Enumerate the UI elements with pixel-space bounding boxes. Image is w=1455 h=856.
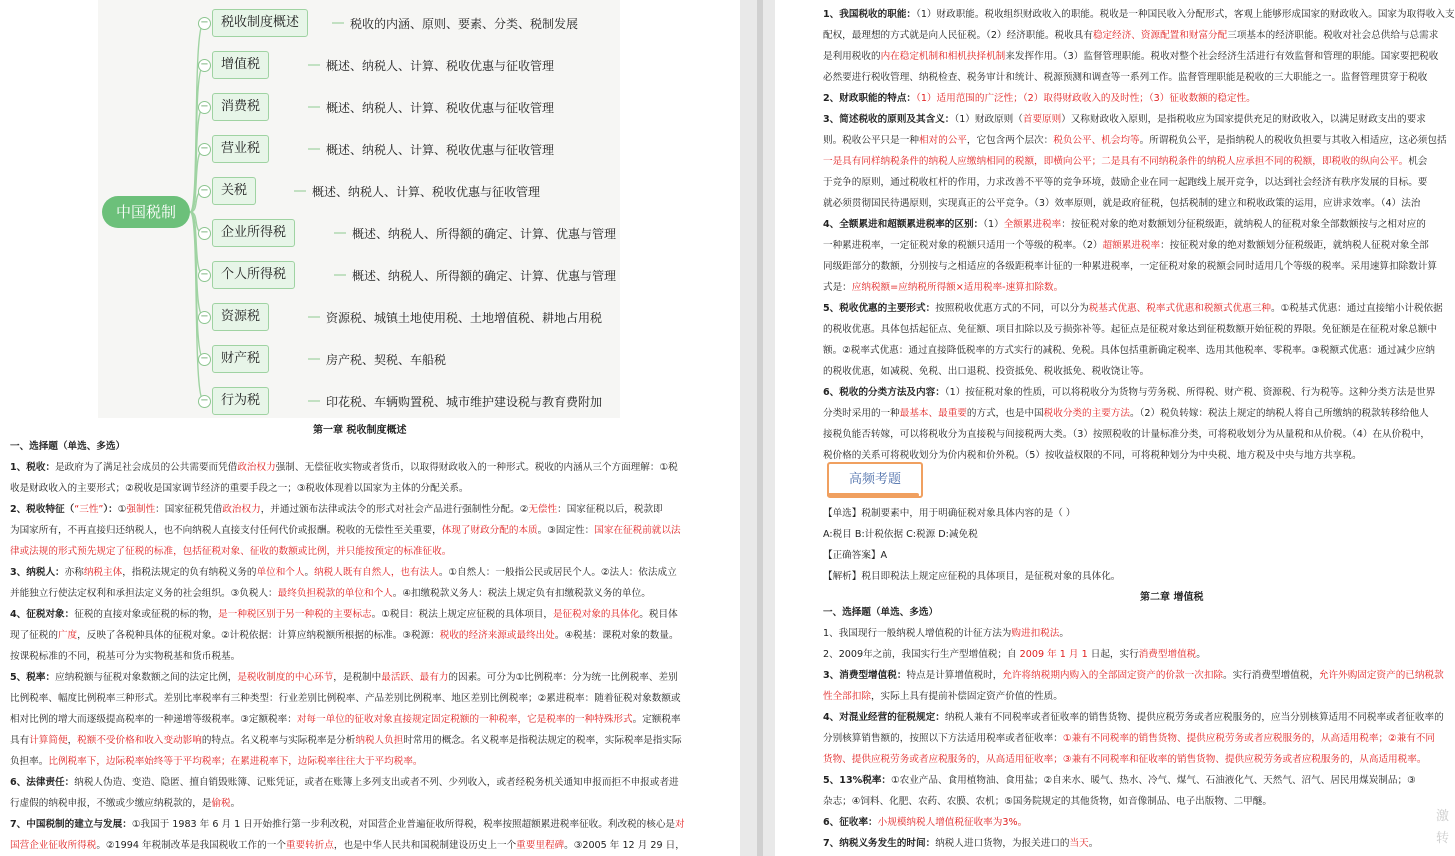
text-line (823, 686, 1455, 707)
mind-map-leaf: 概述、纳税人、计算、税收优惠与征收管理 (326, 143, 555, 157)
body-text: 的因素。可分为①比例税率：分为统一比例税率、差别 (448, 672, 678, 683)
body-text: 6、征收率： (823, 817, 878, 828)
mind-map-leaf: 概述、纳税人、计算、税收优惠与征收管理 (326, 59, 555, 73)
body-text: （1）财政职能。税收组织财政收入的职能。税收是一种国民收入分配形式，客观上能够形成国家的财政收入。国家为取得收入支 (916, 9, 1455, 20)
body-text: ，是税制中 (333, 672, 382, 683)
highlight-text: 允许外购固定资产的已纳税款 (1318, 670, 1444, 681)
text-line (823, 403, 1455, 424)
highlight-text: 稳定经济、资源配置和财富分配 (1092, 30, 1228, 41)
body-text: 2、财政职能的特点： (823, 93, 917, 104)
body-text: 则。税收公平只是一种 (823, 135, 919, 146)
mind-map-leaf: 税收的内涵、原则、要素、分类、税制发展 (350, 17, 579, 31)
body-text: ：按征税对象的绝对数额划分征税级距，就纳税人的征税对象全部数额按与之相对应的 (1061, 219, 1426, 230)
body-text: 一、选择题（单选、多选） (823, 607, 939, 618)
body-text: 3、纳税人： (10, 567, 65, 578)
body-text: 杂志；④饲料、化肥、农药、农膜、农机；⑤国务院规定的其他货物，如音像制品、电子出版物、二甲醚。 (823, 796, 1272, 807)
text-line (823, 644, 1455, 665)
text-line (823, 277, 1455, 298)
text-line (823, 770, 1455, 791)
mind-map-node[interactable]: 财产税 (212, 345, 269, 373)
body-text: 。税目体 (639, 609, 678, 620)
mind-map-node[interactable]: 营业税 (212, 135, 269, 163)
text-line (10, 835, 730, 856)
mind-map-node[interactable]: 增值税 (212, 51, 269, 79)
body-text: ：国家征税以后，税款即 (557, 504, 663, 515)
body-text: 纳税人伪造、变造、隐匿、擅自销毁账簿、记账凭证，或者在账簿上多列支出或者不列、少列收入，或者经税务机关通知申报而拒不申报或者进 (74, 777, 679, 788)
text-line (10, 457, 730, 478)
body-text: 相对比例的增大而逐级提高税率的一种递增等级税率。③定额税率： (10, 714, 297, 725)
text-line (10, 709, 730, 730)
body-text: 具有 (10, 735, 30, 746)
body-text: 1、我国税收的职能： (823, 9, 917, 20)
body-text: 分别核算销售额的，按照以下方法适用税率或者征收率： (823, 733, 1063, 744)
body-text: 收是财政收入的主要形式；②税收是国家调节经济的重要手段之一；③税收体现着以国家为主体的分配关系。 (10, 483, 469, 494)
body-text: 行虚假的纳税申报，不缴或少缴应纳税款的，是 (10, 798, 212, 809)
highlight-text: 允许将纳税期内购入的全部固定资产的价款一次扣除 (1002, 670, 1224, 681)
highlight-text: 政治权力 (237, 462, 276, 473)
text-line (10, 520, 730, 541)
body-text: 。 (304, 567, 315, 578)
body-text: 纳税人兼有不同税率或者征收率的销售货物、提供应税劳务或者应税服务的，应当分别核算适用不同税率或者征收率的 (944, 712, 1444, 723)
collapse-toggle-icon[interactable]: − (198, 311, 211, 324)
highlight-text: 是征税对象的具体化 (552, 609, 640, 620)
body-text: 应纳税额与征税对象数额之间的法定比例， (55, 672, 238, 683)
body-text: 为国家所有，不再直接归还纳税人，也不向纳税人直接支付任何代价或报酬。税收的无偿性至关重要， (10, 525, 442, 536)
body-text: 负担率。 (10, 756, 49, 767)
highlight-text: 国营企业征收所得税 (10, 840, 97, 851)
body-text: 【解析】税目即税法上规定应征税的具体项目，是征税对象的具体化。 (823, 571, 1121, 582)
text-line (10, 604, 730, 625)
body-text: 额。②税率式优惠：通过直接降低税率的方式实行的减税、免税。具体包括重新确定税率、选用其他税率、零税率。③税额式优惠：通过减少应纳 (823, 345, 1436, 356)
body-text: ， (67, 735, 78, 746)
body-text: 2、税收特征（ (10, 504, 75, 515)
highlight-text: 首要原则 (1022, 114, 1062, 125)
highlight-text: 2009 年 1 月 1 (1019, 649, 1088, 660)
text-line (10, 793, 730, 814)
highlight-text: 应纳税额=应纳税所得额×适用税率-速算扣除数。 (851, 282, 1064, 293)
text-line (10, 625, 730, 646)
body-text: 1、税收： (10, 462, 56, 473)
body-text: 分类时采用的一种 (823, 408, 900, 419)
body-text: 机会 (1408, 156, 1428, 167)
body-text: （1） (983, 219, 1004, 230)
body-text: （1）按征税对象的性质，可以将税收分为货物与劳务税、所得税、财产税、资源税、行为税等。这种分类方法是世界 (944, 387, 1436, 398)
body-text: 【单选】税制要素中，用于明确征税对象具体内容的是（ ） (823, 508, 1076, 519)
mind-map-node[interactable]: 行为税 (212, 387, 269, 415)
highlight-text: 内在稳定机制和相机抉择机制 (880, 51, 1006, 62)
highlight-text: 纳税人负担 (355, 735, 404, 746)
body-text: 1、我国现行一般纳税人增值税的计征方法为 (823, 628, 1012, 639)
highlight-text: 是税收制度的中心环节 (237, 672, 334, 683)
highlight-text: 税收分类的主要方法 (1043, 408, 1130, 419)
mind-map-node[interactable]: 税收制度概述 (212, 9, 308, 37)
mind-map-node[interactable]: 消费税 (212, 93, 269, 121)
text-line (823, 728, 1455, 749)
highlight-text: 购进扣税法 (1011, 628, 1060, 639)
body-text: 配权，最理想的方式就是向人民征税。（2）经济职能。税收具有 (823, 30, 1093, 41)
body-text: 4、征税对象： (10, 609, 75, 620)
body-text: 。①税基式优惠：通过直接缩小计税依据 (1271, 303, 1443, 314)
highlight-text: 重要里程碑 (516, 840, 565, 851)
body-text: ① (117, 504, 127, 515)
chapter-2-title: 第二章 增值税 (1140, 592, 1204, 603)
highlight-text: 无偿性 (528, 504, 558, 515)
highlight-text: 偷税 (211, 798, 231, 809)
body-text: 。③2005 年 12 月 29 日， (564, 840, 685, 851)
body-text: 一、选择题（单选、多选） (10, 441, 126, 452)
body-text: 7、纳税义务发生的时间： (823, 838, 936, 849)
highlight-text: 税收的经济来源或最终出处 (439, 630, 555, 641)
body-text: 5、13%税率： (823, 775, 892, 786)
text-line (823, 25, 1455, 46)
collapse-toggle-icon[interactable]: − (198, 269, 211, 282)
body-text: ：国家征税凭借 (155, 504, 223, 515)
text-line (823, 172, 1455, 193)
body-text: 。 (1088, 838, 1099, 849)
body-text: 同级距部分的数额，分别按与之相适应的各级距税率计征的一种累进税率，一定征税对象的税额会同时适用几个等级的税率。采用速算扣除数计算 (823, 261, 1437, 272)
text-line (823, 298, 1455, 319)
mind-map-leaf: 概述、纳税人、所得额的确定、计算、优惠与管理 (352, 227, 617, 241)
body-text: 现了征税的 (10, 630, 58, 641)
body-text: 的税收优惠，如减税、免税、出口退税、投资抵免、税收抵免、税收饶让等。 (823, 366, 1150, 377)
body-text: 必然要进行税收管理、纳税检查、税务审计和统计、税源预测和调查等一系列工作。监督管理职能是税收的三大职能之一。监督管理贯穿于税收 (823, 72, 1428, 83)
body-text: ，它包含两个层次： (966, 135, 1054, 146)
text-line (823, 214, 1455, 235)
highlight-text: 单位和个人 (256, 567, 305, 578)
highlight-text: 对每一单位的征收对象直接规定固定税额的一种税率，它是税率的一种特殊形式 (296, 714, 633, 725)
text-line (823, 623, 1455, 644)
body-text: ，指税法规定的负有纳税义务的 (122, 567, 257, 578)
body-text: 的方式，也是中国 (966, 408, 1044, 419)
mind-map-leaf: 概述、纳税人、计算、税收优惠与征收管理 (326, 101, 555, 115)
body-text: 。①自然人：一般指公民或居民个人。②法人：依法成立 (438, 567, 677, 578)
text-line (823, 256, 1455, 277)
text-line (823, 791, 1455, 812)
text-line (823, 235, 1455, 256)
body-text: 是政府为了满足社会成员的公共需要而凭借 (55, 462, 238, 473)
chapter-1-title: 第一章 税收制度概述 (313, 425, 407, 436)
highlight-text: 最终负担税款的单位和个人 (277, 588, 393, 599)
body-text: 强制、无偿征收实物或者货币，以取得财政收入的一种形式。税收的内涵从三个方面理解：①税 (275, 462, 678, 473)
text-line (10, 751, 730, 772)
mind-map-leaf: 资源税、城镇土地使用税、土地增值税、耕地占用税 (326, 311, 603, 325)
highlight-text: 最活跃、最有力 (381, 672, 449, 683)
text-line (823, 707, 1455, 728)
text-line (823, 749, 1455, 770)
body-text: 就必须贯彻国民待遇原则，实现真正的公平竞争。（3）效率原则，就是政府征税，包括税制的建立和税收政策的运用，应讲求效率。（4）法治 (823, 198, 1421, 209)
body-text: 。（2）税负转嫁：税法上规定的纳税人将自己所缴纳的税款转移给他人 (1130, 408, 1429, 419)
collapse-toggle-icon[interactable]: − (198, 353, 211, 366)
body-text: 。 (1059, 628, 1069, 639)
body-text: 。④税基：课税对象的数量。 (554, 630, 679, 641)
collapse-toggle-icon[interactable]: − (198, 143, 211, 156)
text-line (10, 499, 730, 520)
collapse-toggle-icon[interactable]: − (198, 227, 211, 240)
mind-map-node[interactable]: 个人所得税 (212, 261, 295, 289)
body-text: 特点是计算增值税时， (906, 670, 1003, 681)
highlight-text: 纳税人既有自然人，也有法人 (314, 567, 439, 578)
highlight-text: 税额不受价格和收入变动影响 (77, 735, 202, 746)
highlight-text: 律或法规的形式预先规定了征税的标准，包括征税对象、征收的数额或比例，并只能按预定的标准征收。 (10, 546, 452, 557)
text-line (823, 130, 1455, 151)
body-text: ，反映了各税种具体的征税对象。②计税依据：计算应纳税额所根据的标准。③税源： (77, 630, 440, 641)
body-text: 2、2009年之前，我国实行生产型增值税；自 (823, 649, 1020, 660)
body-text: ，并通过颁布法律或法令的形式对社会产品进行强制性分配。② (260, 504, 529, 515)
highlight-text: 相对的公平 (918, 135, 967, 146)
body-text: ，实际上具有提前补偿固定资产价值的性质。 (870, 691, 1063, 702)
highlight-text: 体现了财政分配的本质 (441, 525, 538, 536)
question-line (823, 503, 1455, 524)
highlight-text: ①兼有不同税率的销售货物、提供应税劳务或者应税服务的，从高适用税率；②兼有不同 (1062, 733, 1436, 744)
highlight-text: 当天 (1069, 838, 1089, 849)
highlight-text: 一是具有同样纳税条件的纳税人应缴纳相同的税额，即横向公平；二是具有不同纳税条件的纳税人应承担不同的税额，即税收的纵向公平。 (823, 156, 1409, 167)
mind-map-node[interactable]: 资源税 (212, 303, 269, 331)
mind-map-leaf: 概述、纳税人、所得额的确定、计算、优惠与管理 (352, 269, 617, 283)
body-text: ）又称财政收入原则，是指税收应为国家提供充足的财政收入，以满足财政支出的要求 (1061, 114, 1426, 125)
body-text: 并能独立行使法定权利和承担法定义务的社会组织。③负税人： (10, 588, 278, 599)
body-text: ）： (103, 504, 118, 515)
text-line (10, 541, 730, 562)
text-line (10, 646, 730, 667)
body-text: ①农业产品、食用植物油、食用盐；②自来水、暖气、热水、冷气、煤气、石油液化气、天然气、沼气、居民用煤炭制品；③ (891, 775, 1416, 786)
mind-map-leaf: 房产税、契税、车船税 (326, 353, 447, 367)
body-text: ：按征税对象的绝对数额划分征税级距，就纳税人征税对象全部 (1160, 240, 1429, 251)
text-line (10, 478, 730, 499)
body-text: A:税目 B:计税依据 C:税源 D:减免税 (823, 529, 978, 540)
text-line (823, 109, 1455, 130)
body-text: 式是： (823, 282, 852, 293)
highlight-text: 消费型增值税 (1138, 649, 1197, 660)
body-text: （1）财政原则（ (954, 114, 1023, 125)
text-line (823, 88, 1455, 109)
body-text: 3、消费型增值税： (823, 670, 907, 681)
text-line (823, 4, 1455, 25)
body-text: 的特点。名义税率与实际税率是分析 (201, 735, 356, 746)
body-text: 按课税标准的不同，税基可分为实物税基和货币税基。 (10, 651, 241, 662)
body-text: ，也是中华人民共和国税制建设历史上一个 (333, 840, 517, 851)
highlight-text: 重要转折点 (285, 840, 334, 851)
high-frequency-tag: 高频考题 (827, 462, 923, 498)
text-line (10, 667, 730, 688)
text-line (10, 583, 730, 604)
mind-map-branch (190, 212, 204, 275)
tag-underline (827, 493, 919, 497)
question-line (823, 545, 1455, 566)
text-line (10, 814, 730, 835)
highlight-text: 强制性 (126, 504, 156, 515)
body-text: 。③固定性： (537, 525, 595, 536)
highlight-text: 超额累进税率 (1102, 240, 1161, 251)
body-text: 亦称 (64, 567, 84, 578)
highlight-text: 计算简便 (29, 735, 68, 746)
question-line (823, 524, 1455, 545)
body-text: 6、法律责任： (10, 777, 75, 788)
text-line (823, 151, 1455, 172)
body-text: ①我国于 1983 年 6 月 1 日开始推行第一步利改税，对国营企业普遍征收所得税，税率按照超额累进税率征收。利改税的核心是 (131, 819, 676, 830)
text-line (10, 730, 730, 751)
highlight-text: 性全部扣除 (823, 691, 871, 702)
highlight-text: 对 (675, 819, 685, 830)
body-text: 的税收优惠。具体包括起征点、免征额、项目扣除以及亏损弥补等。起征点是征税对象达到征税数额开始征税的界限。免征额是在征税对象总额中 (823, 324, 1437, 335)
body-text: 4、全额累进和超额累进税率的区别： (823, 219, 984, 230)
highlight-text: 国家在征税前就以法 (594, 525, 681, 536)
body-text: 一种累进税率，一定征税对象的税额只适用一个等级的税率。（2） (823, 240, 1103, 251)
text-line (823, 319, 1455, 340)
body-text: 【正确答案】A (823, 550, 888, 561)
highlight-text: 全额累进税率 (1003, 219, 1062, 230)
highlight-text: 比例税率下，边际税率始终等于平均税率；在累进税率下，边际税率往往大于平均税率。 (48, 756, 423, 767)
highlight-text: 是一种税区别于另一种税的主要标志 (218, 609, 372, 620)
body-text: 4、对混业经营的征税规定： (823, 712, 945, 723)
text-line (10, 772, 730, 793)
body-text: 5、税率： (10, 672, 56, 683)
text-line (10, 562, 730, 583)
mind-map-branch (190, 149, 204, 212)
mind-map-leaf: 印花税、车辆购置税、城市维护建设税与教育费附加 (326, 395, 603, 409)
body-text: 来发挥作用。（3）监督管理职能。税收对整个社会经济生活进行有效监督和管理的职能。国家要把税收 (1005, 51, 1439, 62)
highlight-text: 纳税主体 (83, 567, 123, 578)
text-line (823, 361, 1455, 382)
text-line (10, 688, 730, 709)
body-text: 。定额税率 (632, 714, 681, 725)
body-text: 征税的直接对象或征税的标的物， (74, 609, 219, 620)
mind-map (98, 0, 620, 418)
text-line (823, 382, 1455, 403)
body-text: 。①税目：税法上规定应征税的具体项目， (371, 609, 553, 620)
highlight-text: “三性” (74, 504, 104, 515)
highlight-text: 税基式优惠、税率式优惠和税额式优惠三种 (1088, 303, 1271, 314)
highlight-text: 货物、提供应税劳务或者应税服务的，从高适用征收率；③兼有不同税率和征收率的销售货物、提供应税劳务或者应税服务的，从高适用税率。 (823, 754, 1427, 765)
body-text: 是利用税收的 (823, 51, 881, 62)
body-text: 5、税收优惠的主要形式： (823, 303, 936, 314)
highlight-text: 政治权力 (222, 504, 261, 515)
text-line (823, 665, 1455, 686)
collapse-toggle-icon[interactable]: − (198, 101, 211, 114)
mind-map-leaf: 概述、纳税人、计算、税收优惠与征收管理 (312, 185, 541, 199)
highlight-text: 最基本、最重要 (899, 408, 967, 419)
mind-map-root: 中国税制 (102, 196, 190, 228)
body-text: 三项基本的经济职能。税收对社会总供给与总需求 (1227, 30, 1439, 41)
body-text: 比例税率、幅度比例税率三种形式。差别比率税率有三种类型：行业差别比例税率、产品差别比例税率、地区差别比例税率；②累进税率：随着征税对象数额或 (10, 693, 681, 704)
body-text: 于竞争的原则，通过税收杠杆的作用，力求改善不平等的竞争环境，鼓励企业在同一起跑线上展开竞争，以达到社会经济有秩序发展的目标。要 (823, 177, 1428, 188)
body-text: 时常用的概念。名义税率是指税法规定的税率，实际税率是指实际 (403, 735, 682, 746)
body-text: 接税负能否转嫁，可以将税收分为直接税与间接税两大类。（3）按照税收的计量标准分类，可将税收划分为从量税和从价税。（4）在从价税中， (823, 429, 1431, 440)
page-separator (757, 0, 763, 856)
body-text: 。 (230, 798, 241, 809)
text-line (823, 424, 1455, 445)
body-text: 6、税收的分类方法及内容： (823, 387, 945, 398)
body-text: 7、中国税制的建立与发展： (10, 819, 132, 830)
watermark: 激 转 (1435, 809, 1449, 846)
question-line (823, 566, 1455, 587)
collapse-toggle-icon[interactable]: − (198, 185, 211, 198)
body-text: 日起，实行 (1087, 649, 1139, 660)
body-text: 3、简述税收的原则及其含义： (823, 114, 955, 125)
body-text: 税价格的关系可将税收划分为价内税和价外税。（5）按收益权限的不同，可将税种划分为中央税、地方税及中央与地方共享税。 (823, 450, 1362, 461)
highlight-text: 小规模纳税人增值税征收率为3%。 (877, 817, 1028, 828)
body-text: 。④扣缴税款义务人：税法上规定负有扣缴税款义务的单位。 (392, 588, 651, 599)
text-line (823, 193, 1455, 214)
right-page (775, 0, 1455, 856)
text-line (823, 67, 1455, 88)
body-text: 。所谓税负公平，是指纳税人的税收负担要与其收入相适应，这必须包括 (1139, 135, 1447, 146)
collapse-toggle-icon[interactable]: − (198, 17, 211, 30)
highlight-text: （1）适用范围的广泛性；（2）取得财政收入的及时性；（3）征收数额的稳定性。 (916, 93, 1256, 104)
text-line (823, 812, 1455, 833)
text-line (10, 436, 730, 457)
text-line (823, 833, 1455, 854)
highlight-text: 税负公平、机会均等 (1053, 135, 1140, 146)
text-line (823, 340, 1455, 361)
collapse-toggle-icon[interactable]: − (198, 59, 211, 72)
mind-map-node[interactable]: 企业所得税 (212, 219, 295, 247)
body-text: 按照税收优惠方式的不同，可以分为 (935, 303, 1089, 314)
body-text: 。②1994 年税制改革是我国税收工作的一个 (96, 840, 286, 851)
body-text: 。 (1196, 649, 1206, 660)
body-text: 纳税人进口货物，为报关进口的 (935, 838, 1070, 849)
body-text: 。实行消费型增值税， (1223, 670, 1319, 681)
collapse-toggle-icon[interactable]: − (198, 395, 211, 408)
highlight-text: 广度 (57, 630, 78, 641)
text-line (823, 602, 1455, 623)
mind-map-node[interactable]: 关税 (212, 177, 256, 205)
text-line (823, 46, 1455, 67)
